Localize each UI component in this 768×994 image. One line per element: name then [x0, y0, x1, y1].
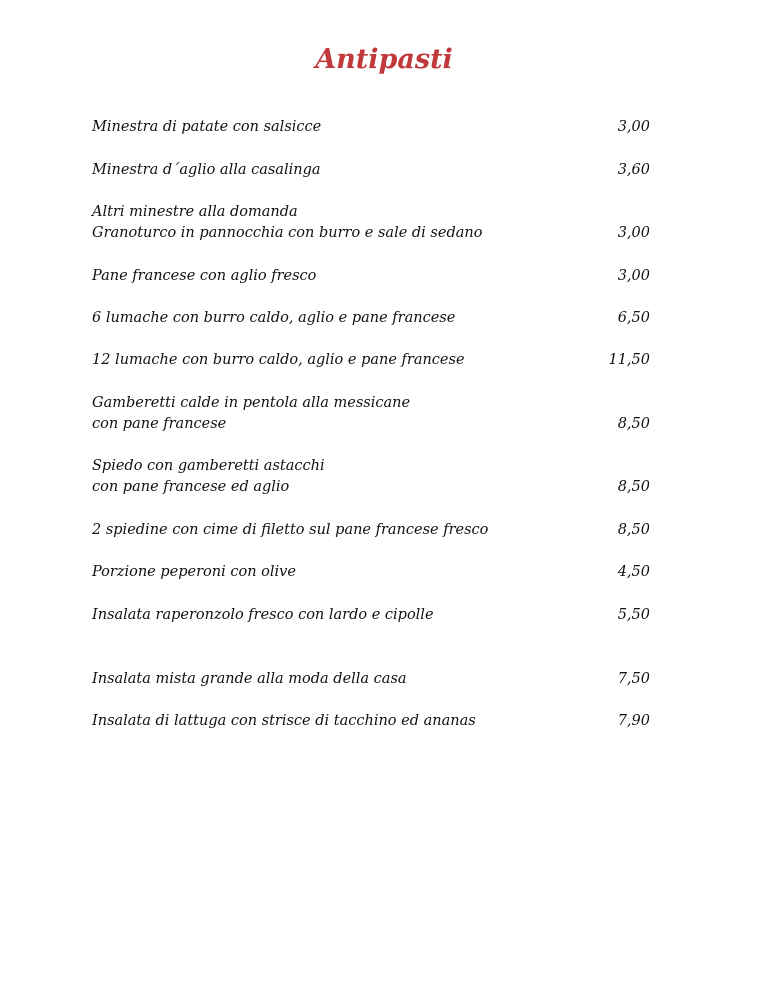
- menu-item: [92, 350, 652, 371]
- item-name: Insalata di lattuga con strisce di tacchino ed ananas: [92, 713, 476, 729]
- menu-item: [92, 160, 652, 181]
- item-name: Insalata mista grande alla moda della casa: [92, 671, 407, 687]
- item-name-line-2: con pane francese ed aglio: [92, 479, 290, 495]
- page-title: Antipasti: [315, 44, 453, 75]
- item-name: Pane francese con aglio fresco: [92, 268, 317, 284]
- item-name: Spiedo con gamberetti astacchi: [92, 458, 325, 474]
- item-name: Altri minestre alla domanda: [92, 204, 298, 220]
- item-price: 4,50: [617, 564, 650, 580]
- item-name: Gamberetti calde in pentola alla messicane: [92, 395, 411, 411]
- menu-item: [92, 266, 652, 287]
- item-price: 3,60: [617, 162, 650, 178]
- item-price: 7,50: [617, 671, 650, 687]
- item-price: 8,50: [617, 522, 650, 538]
- item-name: Minestra di patate con salsicce: [92, 119, 322, 135]
- item-name: Minestra d´aglio alla casalinga: [92, 162, 321, 178]
- menu-item: [92, 393, 652, 435]
- item-price: 3,00: [617, 119, 650, 135]
- item-name-line-2: Granoturco in pannocchia con burro e sale di sedano: [92, 225, 483, 241]
- item-price: 3,00: [617, 225, 650, 241]
- item-price: 6,50: [617, 310, 650, 326]
- menu-item: [92, 308, 652, 329]
- menu-item: [92, 562, 652, 583]
- menu-item: [92, 605, 652, 626]
- menu-item: [92, 117, 652, 138]
- item-price: 11,50: [608, 352, 650, 368]
- item-price: 7,90: [617, 713, 650, 729]
- menu-item: [92, 202, 652, 244]
- menu-item: [92, 669, 652, 690]
- item-name: Insalata raperonzolo fresco con lardo e cipolle: [92, 607, 434, 623]
- item-name: Porzione peperoni con olive: [92, 564, 296, 580]
- item-price: 8,50: [617, 416, 650, 432]
- item-price: 8,50: [617, 479, 650, 495]
- item-price: 5,50: [617, 607, 650, 623]
- item-name-line-2: con pane francese: [92, 416, 227, 432]
- item-name: 6 lumache con burro caldo, aglio e pane francese: [92, 310, 456, 326]
- item-name: 2 spiedine con cime di filetto sul pane francese fresco: [92, 522, 489, 538]
- menu-item: [92, 711, 652, 732]
- menu-item: [92, 456, 652, 498]
- item-name: 12 lumache con burro caldo, aglio e pane francese: [92, 352, 465, 368]
- menu-item: [92, 520, 652, 541]
- item-price: 3,00: [617, 268, 650, 284]
